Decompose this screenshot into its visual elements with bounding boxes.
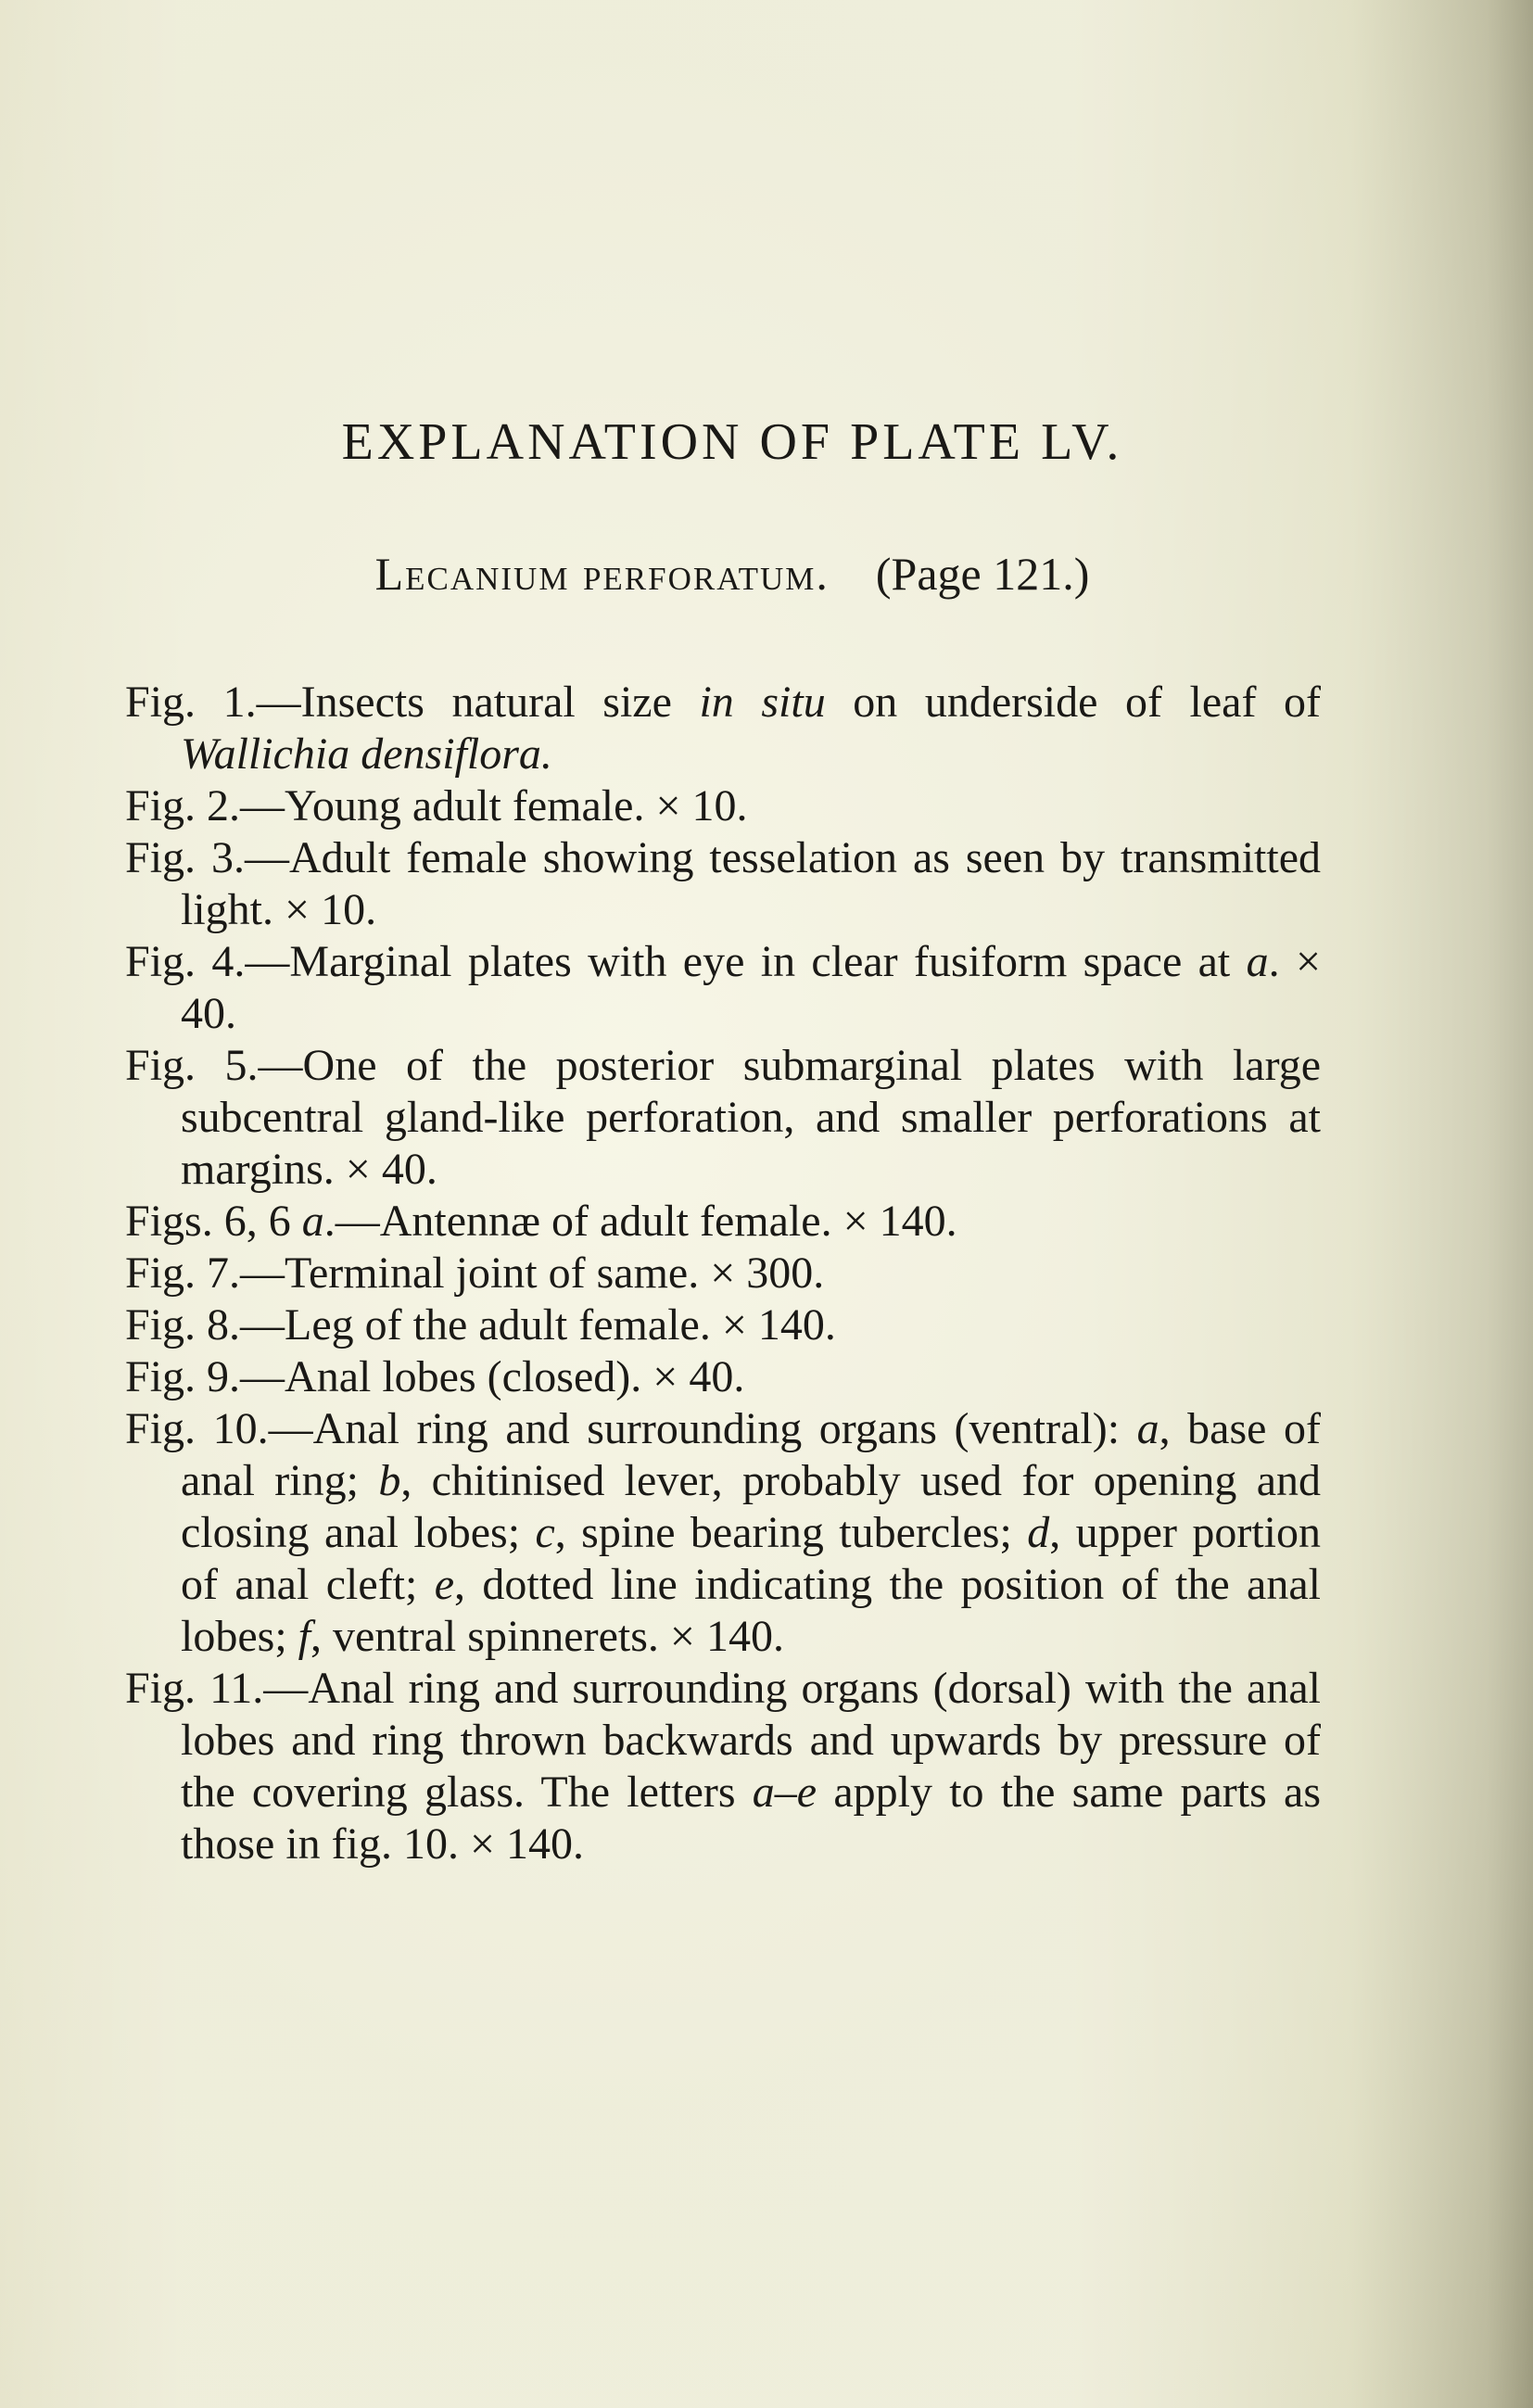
figure-description-text: on underside of leaf of xyxy=(825,678,1322,727)
figure-label: Figs. 6, 6 xyxy=(125,1197,302,1246)
figure-entry xyxy=(125,677,1321,780)
species-name: Lecanium perforatum. xyxy=(374,548,830,600)
figure-description-text: Adult female showing tesselation as seen by transmitted light. × 10. xyxy=(181,833,1322,934)
figure-description-text: a–e xyxy=(752,1768,817,1817)
figure-description-text: .—Antennæ of adult female. × 140. xyxy=(323,1197,957,1246)
figure-description-text: , dotted line indicating the position of the anal lobes; xyxy=(181,1560,1321,1661)
figure-description-text: b xyxy=(378,1456,401,1505)
figure-description-text: a xyxy=(301,1197,324,1246)
figure-description-text: Anal ring and surrounding organs (ventral): xyxy=(312,1404,1137,1453)
figure-label: Fig. 8.— xyxy=(125,1300,285,1350)
figure-label: Fig. 11.— xyxy=(125,1664,309,1713)
figure-label: Fig. 1.— xyxy=(125,678,301,727)
figure-description-text: f xyxy=(298,1612,310,1661)
figure-description-text: Marginal plates with eye in clear fusiform space at xyxy=(289,937,1247,986)
figure-description-text: One of the posterior submarginal plates with large subcentral gland-like perforation, and smaller perforations at margins. × 40. xyxy=(181,1041,1321,1194)
figure-description-text: Anal lobes (closed). × 40. xyxy=(285,1352,745,1401)
figure-description-text: Young adult female. × 10. xyxy=(285,781,748,830)
figure-description-text: , spine bearing tubercles; xyxy=(554,1508,1028,1557)
figure-label: Fig. 5.— xyxy=(125,1041,303,1090)
figure-entry xyxy=(125,1040,1321,1196)
figure-description-text: Leg of the adult female. × 140. xyxy=(285,1300,836,1350)
figure-description-text: in situ xyxy=(699,678,826,727)
figure-entry xyxy=(125,832,1321,936)
figure-description-text: Terminal joint of same. × 300. xyxy=(285,1248,825,1298)
figure-description-text: d xyxy=(1027,1508,1050,1557)
figure-description-text: a xyxy=(1246,937,1269,986)
figure-entry xyxy=(125,1403,1321,1663)
figure-description-text: . × 40. xyxy=(181,937,1322,1038)
figure-entry xyxy=(125,780,1321,832)
figure-description-text: apply to the same parts as those in fig. 10. × 140. xyxy=(181,1768,1322,1869)
figure-label: Fig. 4.— xyxy=(125,937,290,986)
figure-entry xyxy=(125,1196,1321,1248)
figure-label: Fig. 2.— xyxy=(125,781,285,830)
figure-entry xyxy=(125,936,1321,1040)
figure-entry xyxy=(125,1351,1321,1403)
figure-label: Fig. 10.— xyxy=(125,1404,313,1453)
figure-label: Fig. 9.— xyxy=(125,1352,285,1401)
figure-entry xyxy=(125,1299,1321,1351)
plate-subtitle xyxy=(0,547,1464,601)
figure-entry xyxy=(125,1248,1321,1299)
plate-title: EXPLANATION OF PLATE LV. xyxy=(341,413,1123,471)
figure-entry xyxy=(125,1663,1321,1870)
figure-description-text: Wallichia densiflora. xyxy=(181,729,552,779)
figure-description-text: , base of anal ring; xyxy=(181,1404,1321,1505)
figure-description-text: Insects natural size xyxy=(300,678,700,727)
figure-description-text: c xyxy=(535,1508,555,1557)
figure-description-text: , upper portion of anal cleft; xyxy=(181,1508,1321,1609)
figure-list xyxy=(125,677,1321,1870)
figure-description-text: , chitinised lever, probably used for opening and closing anal lobes; xyxy=(181,1456,1321,1557)
figure-label: Fig. 7.— xyxy=(125,1248,285,1298)
figure-label: Fig. 3.— xyxy=(125,833,289,882)
page-reference: (Page 121.) xyxy=(875,548,1090,600)
figure-description-text: a xyxy=(1136,1404,1159,1453)
figure-description-text: , ventral spinnerets. × 140. xyxy=(310,1612,784,1661)
figure-description-text: Anal ring and surrounding organs (dorsal) with the anal lobes and ring thrown backwards and upwards by pressure of the covering glass. The letters xyxy=(181,1664,1321,1817)
figure-description-text: e xyxy=(434,1560,455,1609)
